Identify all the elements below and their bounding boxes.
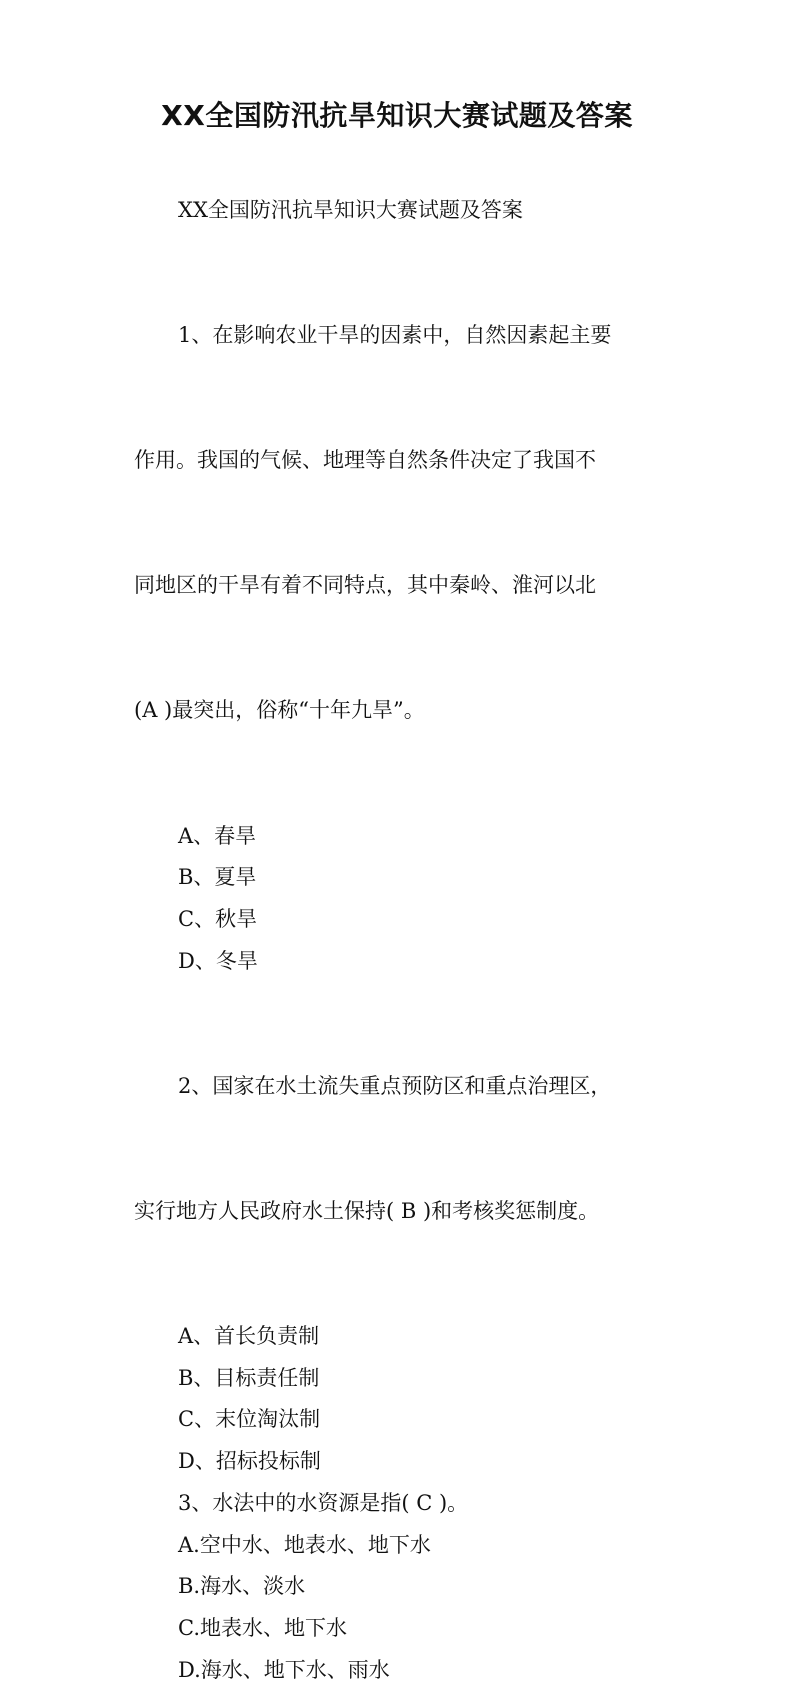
question-2-option-c: C、末位淘汰制 — [178, 1407, 321, 1432]
question-1-line-2: 作用。我国的气候、地理等自然条件决定了我国不 — [134, 448, 596, 473]
question-1-line-1: 1、在影响农业干旱的因素中，自然因素起主要 — [178, 323, 612, 348]
question-2-option-a: A、首长负责制 — [178, 1323, 320, 1348]
question-3-text: 3、水法中的水资源是指( C )。 — [178, 1490, 469, 1515]
document-body — [134, 190, 662, 1691]
question-1-option-a: A、春旱 — [178, 823, 257, 848]
document-title: XX全国防汛抗旱知识大赛试题及答案 — [161, 99, 633, 132]
question-2-option-d: D、招标投标制 — [178, 1449, 321, 1474]
question-2-option-b: B、目标责任制 — [178, 1365, 320, 1390]
question-2-line-2: 实行地方人民政府水土保持( B )和考核奖惩制度。 — [134, 1198, 600, 1223]
question-1-line-4: (A )最突出，俗称“十年九旱”。 — [134, 698, 425, 723]
question-1-option-d: D、冬旱 — [178, 948, 258, 973]
question-3-option-d: D.海水、地下水、雨水 — [178, 1657, 390, 1682]
question-3-option-c: C.地表水、地下水 — [178, 1615, 347, 1640]
question-2-text — [134, 982, 662, 1316]
document-subtitle: XX全国防汛抗旱知识大赛试题及答案 — [178, 198, 523, 222]
question-1-option-b: B、夏旱 — [178, 865, 257, 890]
question-1-text — [134, 232, 662, 816]
question-3-option-a: A.空中水、地表水、地下水 — [178, 1532, 431, 1557]
question-1-line-3: 同地区的干旱有着不同特点，其中秦岭、淮河以北 — [134, 573, 596, 598]
question-1-option-c: C、秋旱 — [178, 906, 258, 931]
question-2-line-1: 2、国家在水土流失重点预防区和重点治理区， — [178, 1073, 612, 1098]
question-3-option-b: B.海水、淡水 — [178, 1574, 306, 1599]
